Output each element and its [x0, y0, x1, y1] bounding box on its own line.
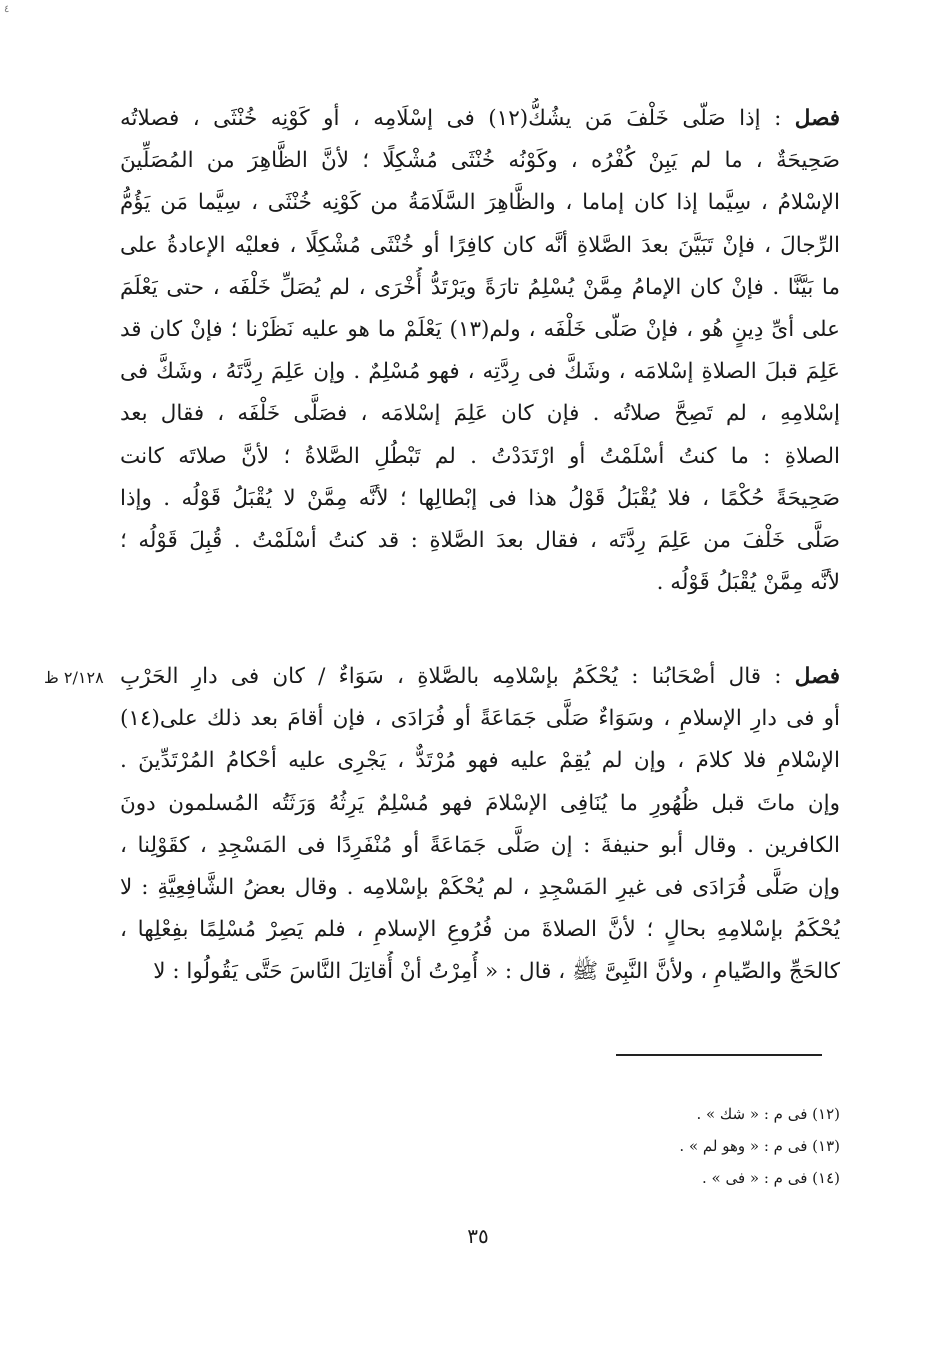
line-text: وإن ماتَ قبل ظُهُورِ ما يُنَافِى الإسْلامَ فهو مُسْلِمٌ يَرِثُهُ وَرَثَتُه المُسلمون دونَ	[120, 790, 840, 816]
text-line	[120, 436, 840, 478]
line-text: عَلِمَ قبلَ الصلاةِ إسْلامَه ، وشَكَّ فى رِدَّتِه ، فهو مُسْلِمٌ . وإن عَلِمَ رِدَّتَهُ ، وشَكَّ فى	[120, 359, 840, 385]
text-line	[120, 562, 840, 604]
line-text: الصلاةِ : ما كنتُ أسْلَمْتُ أو ارْتَدَدْتُ . لم تَبْطُلِ الصَّلاةُ ؛ لأنَّ صلاتَه كانت	[120, 443, 840, 469]
footnote: (١٤) فى م : « فى » .	[701, 1169, 840, 1187]
section-heading: فصل	[794, 664, 840, 689]
line-text: وإن صَلَّى فُرَادَى فى غيرِ المَسْجِدِ ، لم يُحْكَمْ بإسْلامِه . وقال بعضُ الشَّافِعِيَّةِ : لا	[120, 874, 840, 900]
text-line	[120, 867, 840, 909]
line-text: الكافرين . وقال أبو حنيفةَ : إن صَلَّى جَمَاعَةً أو مُنْفَرِدًا فى المَسْجِدِ ، كقَوْلِنا ،	[120, 832, 840, 858]
margin-note: ٢/١٢٨ ظ	[44, 668, 104, 687]
footnote-divider	[616, 1054, 822, 1056]
line-text: : إذا صَلّى خَلْفَ مَن يشُكُّ(١٢) فى إسْلَامِه ، أو كَوْنِه خُنْثَى ، فصلاتُه	[120, 106, 795, 131]
text-line	[120, 520, 840, 562]
line-text: الرِّجالَ ، فإنْ تَبَيَّنَ بعدَ الصَّلاةِ أنَّه كان كافِرًا أو خُنْثَى مُشْكِلًا ، فعليْه الإعادةُ على	[120, 232, 840, 258]
line-text: الإسْلامُ ، سِيَّما إذا كان إماما ، والظَّاهِرَ السَّلَامَةُ من كَوْنِه خُنْثَى ، سِيَّما مَن يَؤُمُّ	[120, 190, 840, 216]
line-text: يُحْكَمُ بإسْلامِهِ بحالٍ ؛ لأنَّ الصلاةَ من فُرُوعِ الإسلامِ ، فلم يَصِرْ مُسْلِمًا بفِعْلِها ،	[120, 917, 840, 943]
text-line	[120, 225, 840, 267]
line-text: كالحَجِّ والصِّيامِ ، ولأنَّ النَّبِىَّ ﷺ ، قال : « أُمِرْتُ أنْ أُقاتِلَ النَّاسَ حَتَّى يَقُولُوا : لا	[153, 959, 840, 985]
line-text: الإسْلامِ فلا كلامَ ، وإن لم يُقِمْ عليه فهو مُرْتَدٌّ ، يَجْرِى عليه أحْكامُ المُرْتَدِّينَ .	[120, 748, 840, 774]
text-line	[120, 825, 840, 867]
line-text: : قال أصْحَابُنا : يُحْكَمُ بإسْلامِه بالصَّلاةِ ، سَوَاءٌ / كان فى دارِ الحَرْبِ	[120, 664, 795, 689]
line-text: ما بَيَّنَّا . فإنْ كان الإمامُ مِمَّنْ يُسْلِمُ تارَةً ويَرْتَدُّ أُخْرَى ، لم يُصَلِّ خَلْفَه ، حتى يَعْلَمَ	[120, 274, 840, 300]
text-line	[120, 909, 840, 951]
section-1	[120, 98, 840, 604]
corner-mark: ٤	[4, 4, 10, 15]
text-line	[120, 140, 840, 182]
page-number: ٣٥	[467, 1224, 489, 1248]
line-text: على أىِّ دِينٍ هُو ، فإنْ صَلّى خَلْفَه ، ولم(١٣) يَعْلَمْ ما هو عليه نَظَرْنا ؛ فإنْ كان قد	[120, 316, 840, 342]
text-line	[120, 351, 840, 393]
text-line	[120, 951, 840, 993]
text-line	[120, 182, 840, 224]
footnote: (١٢) فى م : « شك » .	[696, 1105, 840, 1123]
text-line	[120, 478, 840, 520]
text-line	[120, 267, 840, 309]
text-line	[120, 656, 840, 698]
text-line	[120, 740, 840, 782]
text-line	[120, 98, 840, 140]
section-heading: فصل	[794, 106, 840, 131]
line-text: إسْلامِهِ ، لم تَصِحَّ صلاتُه . فإن كان عَلِمَ إسْلامَه ، فصَلَّى خَلْفَه ، فقال بعد	[120, 401, 840, 427]
footnotes	[520, 1098, 840, 1194]
text-line	[120, 309, 840, 351]
line-text: صَحِيحَةٌ ، ما لم يَبِنْ كُفْرُه ، وكَوْنُه خُنْثَى مُشْكِلًا ؛ لأنَّ الظَّاهِرَ من المُصَلِّينَ	[120, 148, 840, 174]
line-text: أو فى دارِ الإسلامِ ، وسَوَاءٌ صَلَّى جَمَاعَةً أو فُرَادَى ، فإن أقامَ بعد ذلك على(١٤)	[120, 706, 840, 732]
text-line	[120, 393, 840, 435]
line-text: لأنَّه مِمَّنْ يُقْبَلُ قَوْلُه .	[656, 570, 840, 596]
line-text: صَلَّى خَلْفَ من عَلِمَ رِدَّتَه ، فقال بعدَ الصَّلاةِ : قد كنتُ أسْلَمْتُ . قُبِلَ قَوْلُه ؛	[120, 527, 840, 553]
text-line	[120, 698, 840, 740]
text-line	[120, 783, 840, 825]
section-2	[120, 656, 840, 994]
line-text: صَحِيحَةً حُكْمًا ، فلا يُقْبَلُ قَوْلُ هذا فى إبْطالِها ؛ لأنَّه مِمَّنْ لا يُقْبَلُ قَوْلُه . وإذا	[120, 485, 840, 511]
footnote: (١٣) فى م : « وهو لم » .	[679, 1137, 840, 1155]
